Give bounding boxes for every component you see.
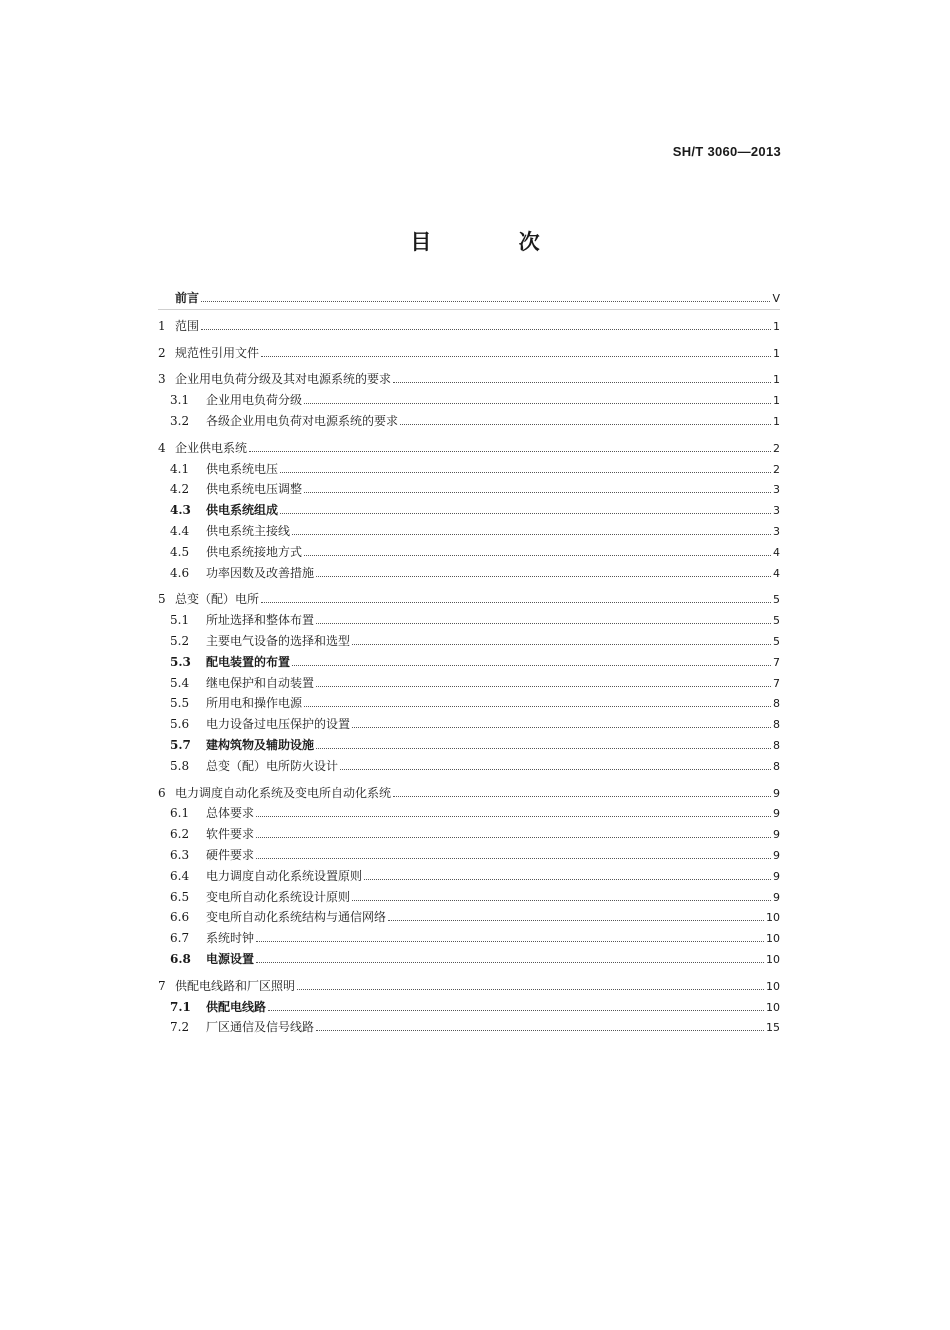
- toc-entry-title: 供电系统接地方式: [206, 544, 303, 559]
- toc-entry[interactable]: [158, 803, 780, 824]
- toc-entry-number: 6.8: [170, 951, 191, 966]
- toc-entry-page: 10: [766, 952, 780, 966]
- toc-entry-title: 供电系统组成: [206, 503, 279, 518]
- toc-entry-page: 1: [773, 346, 780, 360]
- toc-entry-title: 厂区通信及信号线路: [206, 1020, 315, 1035]
- toc-leader-dots: [304, 491, 771, 493]
- toc-entry-page: 9: [773, 848, 780, 862]
- toc-entry-page: 10: [766, 979, 780, 993]
- toc-entry-title: 变电所自动化系统设计原则: [206, 889, 351, 904]
- toc-entry-page: 7: [773, 655, 780, 669]
- toc-entry-title: 总变（配）电所防火设计: [206, 758, 339, 773]
- toc-entry-number: 5.2: [170, 633, 190, 648]
- toc-entry-page: 5: [773, 593, 780, 607]
- toc-entry[interactable]: [158, 390, 780, 411]
- toc-entry[interactable]: [158, 631, 780, 652]
- toc-entry[interactable]: [158, 521, 780, 542]
- toc-entry-page: 9: [773, 869, 780, 883]
- toc-entry-title: 供配电线路和厂区照明: [175, 978, 296, 993]
- toc-entry[interactable]: [158, 610, 780, 631]
- toc-leader-dots: [352, 643, 771, 645]
- toc-entry[interactable]: [158, 783, 780, 804]
- toc-leader-dots: [249, 450, 771, 452]
- toc-entry[interactable]: [158, 756, 780, 777]
- toc-entry-page: 4: [773, 545, 780, 559]
- toc-entry[interactable]: [158, 652, 780, 673]
- toc-leader-dots: [316, 747, 771, 749]
- toc-entry[interactable]: [158, 949, 780, 970]
- toc-entry-number: 5.5: [170, 696, 190, 711]
- toc-entry-number: 4.4: [170, 523, 190, 538]
- toc-leader-dots: [340, 768, 771, 770]
- toc-entry-number: 6.2: [170, 827, 190, 842]
- toc-entry-title: 电力调度自动化系统及变电所自动化系统: [175, 785, 392, 800]
- toc-entry[interactable]: [158, 907, 780, 928]
- toc-leader-dots: [201, 300, 770, 302]
- toc-entry[interactable]: [158, 542, 780, 563]
- toc-entry-number: 5.3: [170, 654, 191, 669]
- toc-entry-page: 3: [773, 483, 780, 497]
- toc-entry-number: 3.2: [170, 413, 190, 428]
- toc-entry-title: 企业用电负荷分级及其对电源系统的要求: [175, 372, 392, 387]
- toc-entry[interactable]: [158, 997, 780, 1018]
- toc-entry-number: 6.4: [170, 868, 190, 883]
- toc-entry[interactable]: [158, 976, 780, 997]
- toc-leader-dots: [352, 726, 771, 728]
- toc-entry[interactable]: [158, 928, 780, 949]
- toc-entry[interactable]: [158, 479, 780, 500]
- toc-entry[interactable]: [158, 343, 780, 364]
- toc-entry[interactable]: [158, 369, 780, 390]
- toc-entry-page: 3: [773, 504, 780, 518]
- toc-entry-title: 供电系统主接线: [206, 523, 291, 538]
- toc-leader-dots: [304, 554, 771, 556]
- toc-entry-title: 规范性引用文件: [175, 345, 260, 360]
- toc-leader-dots: [256, 961, 764, 963]
- toc-entry-number: 6: [158, 785, 166, 800]
- toc-entry[interactable]: [158, 459, 780, 480]
- toc-entry-page: 1: [773, 373, 780, 387]
- toc-entry-title: 所址选择和整体布置: [206, 613, 315, 628]
- toc-entry-number: 6.1: [170, 806, 190, 821]
- toc-entry-page: 4: [773, 566, 780, 580]
- toc-entry-page: 9: [773, 807, 780, 821]
- toc-leader-dots: [261, 601, 771, 603]
- toc-entry-title: 企业用电负荷分级: [206, 393, 303, 408]
- toc-entry[interactable]: [158, 316, 780, 337]
- toc-entry[interactable]: [158, 714, 780, 735]
- toc-entry-title: 供电系统电压调整: [206, 482, 303, 497]
- toc-entry-page: 10: [766, 911, 780, 925]
- toc-entry-number: 7.1: [170, 999, 191, 1014]
- toc-leader-dots: [292, 664, 771, 666]
- toc-entry-page: 7: [773, 676, 780, 690]
- toc-entry-number: 5.4: [170, 675, 190, 690]
- toc-entry-page: 9: [773, 890, 780, 904]
- toc-entry[interactable]: [158, 1017, 780, 1038]
- toc-entry-page: 8: [773, 738, 780, 752]
- toc-entry-number: 3.1: [170, 393, 190, 408]
- toc-entry-title: 配电装置的布置: [206, 654, 291, 669]
- toc-leader-dots: [364, 878, 771, 880]
- toc-entry-title: 主要电气设备的选择和选型: [206, 633, 351, 648]
- toc-entry-page: 2: [773, 462, 780, 476]
- toc-leader-dots: [393, 795, 771, 797]
- toc-entry[interactable]: [158, 693, 780, 714]
- toc-entry-number: 6.7: [170, 931, 190, 946]
- toc-leader-dots: [280, 512, 771, 514]
- toc-leader-dots: [388, 919, 764, 921]
- toc-leader-dots: [280, 471, 771, 473]
- toc-entry-title: 范围: [175, 318, 200, 333]
- toc-entry-title: 所用电和操作电源: [206, 696, 303, 711]
- toc-entry-number: 7: [158, 978, 166, 993]
- toc-leader-dots: [316, 685, 771, 687]
- toc-entry-title: 继电保护和自动装置: [206, 675, 315, 690]
- toc-entry-page: V: [772, 292, 780, 305]
- toc-entry-number: 6.6: [170, 910, 190, 925]
- toc-entry-title: 建构筑物及辅助设施: [206, 737, 315, 752]
- toc-entry[interactable]: [158, 845, 780, 866]
- toc-entry-title: 供电系统电压: [206, 461, 279, 476]
- toc-leader-dots: [316, 575, 771, 577]
- toc-leader-dots: [256, 857, 771, 859]
- toc-leader-dots: [268, 1009, 764, 1011]
- toc-entry[interactable]: [158, 500, 780, 521]
- toc-entry-title: 电力设备过电压保护的设置: [206, 717, 351, 732]
- toc-leader-dots: [256, 815, 771, 817]
- toc-entry-title: 变电所自动化系统结构与通信网络: [206, 910, 387, 925]
- divider: [158, 309, 780, 310]
- toc-entry-page: 1: [773, 394, 780, 408]
- toc-entry[interactable]: [158, 563, 780, 584]
- toc-entry-page: 5: [773, 614, 780, 628]
- toc-entry[interactable]: [158, 866, 780, 887]
- toc-entry-page: 8: [773, 718, 780, 732]
- toc-entry-number: 4.6: [170, 565, 190, 580]
- toc-leader-dots: [297, 988, 764, 990]
- toc-leader-dots: [352, 899, 771, 901]
- toc-entry-number: 4.3: [170, 503, 191, 518]
- toc-entry-page: 1: [773, 319, 780, 333]
- toc-entry-title: 硬件要求: [206, 847, 255, 862]
- toc-entry[interactable]: [158, 411, 780, 432]
- toc-entry-title: 各级企业用电负荷对电源系统的要求: [206, 413, 399, 428]
- toc-entry-number: 6.3: [170, 847, 190, 862]
- toc-leader-dots: [261, 355, 771, 357]
- toc-entry-number: 5.1: [170, 613, 190, 628]
- toc-entry-number: 4: [158, 440, 166, 455]
- toc-entry[interactable]: [158, 589, 780, 610]
- toc-entry-page: 5: [773, 634, 780, 648]
- toc-leader-dots: [304, 402, 771, 404]
- toc-entry-page: 8: [773, 697, 780, 711]
- toc-leader-dots: [316, 1029, 764, 1031]
- table-of-contents: [158, 288, 780, 1038]
- toc-entry-page: 9: [773, 786, 780, 800]
- toc-entry-number: 5: [158, 592, 166, 607]
- toc-leader-dots: [292, 533, 771, 535]
- toc-entry-number: 4.1: [170, 461, 190, 476]
- toc-entry[interactable]: [158, 673, 780, 694]
- toc-entry-number: 4.5: [170, 544, 190, 559]
- toc-leader-dots: [256, 940, 764, 942]
- toc-entry-title: 供配电线路: [206, 999, 267, 1014]
- toc-entry-title: 电源设置: [206, 951, 255, 966]
- toc-leader-dots: [393, 381, 771, 383]
- toc-entry-title: 系统时钟: [206, 931, 255, 946]
- toc-entry[interactable]: [158, 824, 780, 845]
- toc-entry[interactable]: [158, 887, 780, 908]
- toc-entry-title: 功率因数及改善措施: [206, 565, 315, 580]
- toc-entry-page: 9: [773, 828, 780, 842]
- toc-entry-number: 1: [158, 318, 166, 333]
- toc-leader-dots: [316, 622, 771, 624]
- toc-entry-page: 8: [773, 759, 780, 773]
- page-title: 目 次: [410, 230, 580, 254]
- toc-entry-number: 7.2: [170, 1020, 190, 1035]
- toc-entry-page: 1: [773, 414, 780, 428]
- toc-entry-page: 15: [766, 1021, 780, 1035]
- toc-entry-number: 5.6: [170, 717, 190, 732]
- toc-entry-page: 3: [773, 524, 780, 538]
- toc-leader-dots: [256, 836, 771, 838]
- standard-code: SH/T 3060—2013: [672, 144, 781, 159]
- toc-entry-title: 电力调度自动化系统设置原则: [206, 868, 363, 883]
- toc-entry-title: 总体要求: [206, 806, 255, 821]
- toc-entry[interactable]: [158, 438, 780, 459]
- toc-entry[interactable]: [158, 735, 780, 756]
- toc-entry-number: 2: [158, 345, 166, 360]
- toc-entry-page: 2: [773, 441, 780, 455]
- toc-entry-number: 5.7: [170, 737, 191, 752]
- toc-entry[interactable]: [158, 288, 780, 309]
- toc-leader-dots: [304, 705, 771, 707]
- toc-entry-number: 4.2: [170, 482, 190, 497]
- toc-entry-title: 总变（配）电所: [175, 592, 260, 607]
- toc-entry-page: 10: [766, 932, 780, 946]
- toc-entry-number: 5.8: [170, 758, 190, 773]
- toc-leader-dots: [400, 423, 771, 425]
- toc-entry-title: 软件要求: [206, 827, 255, 842]
- toc-entry-number: 6.5: [170, 889, 190, 904]
- toc-leader-dots: [201, 328, 771, 330]
- toc-entry-title: 前言: [175, 291, 200, 305]
- toc-entry-title: 企业供电系统: [175, 440, 248, 455]
- toc-entry-number: 3: [158, 372, 166, 387]
- toc-entry-page: 10: [766, 1000, 780, 1014]
